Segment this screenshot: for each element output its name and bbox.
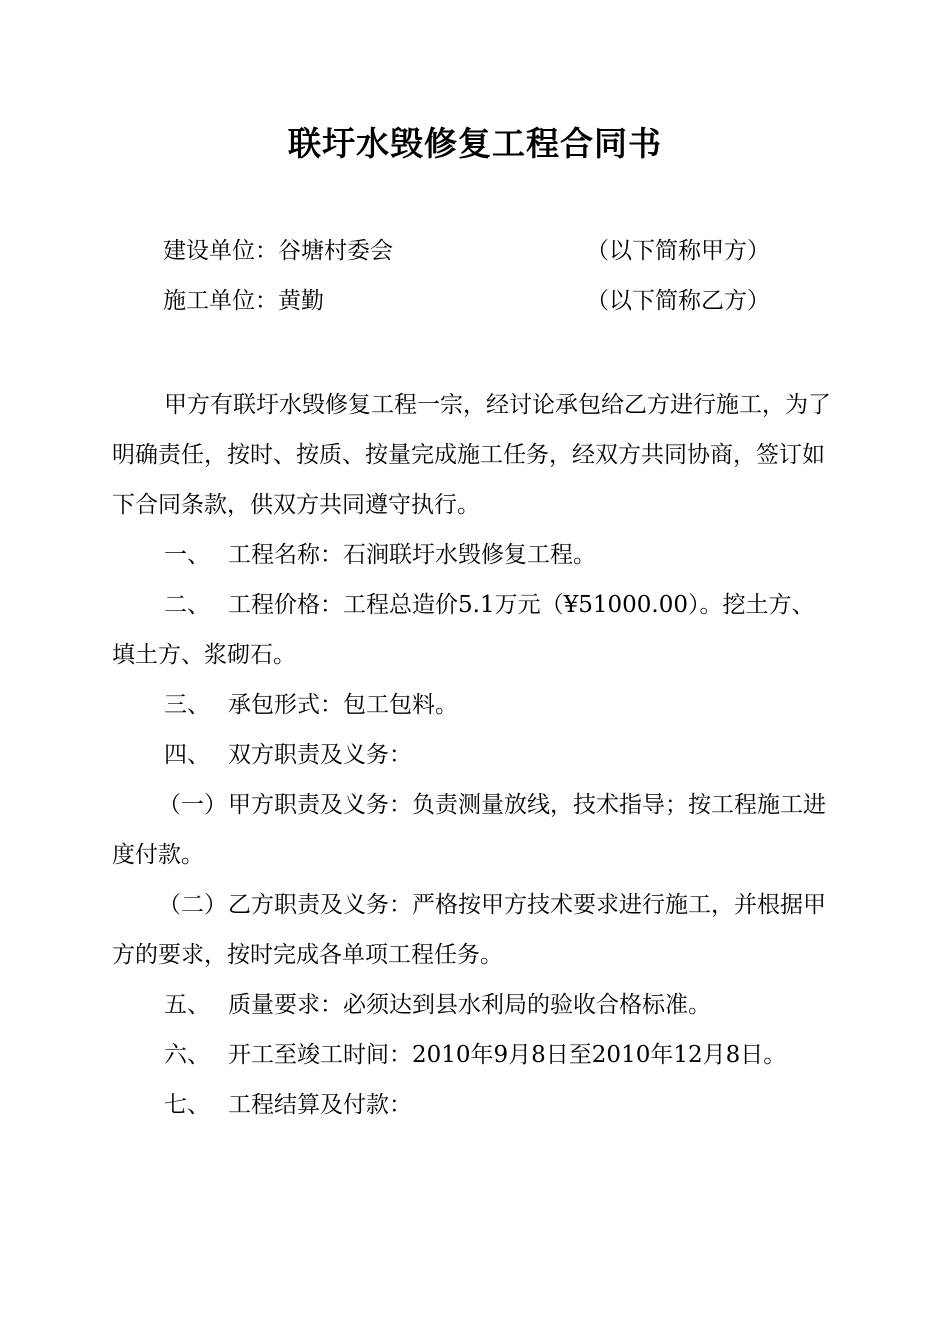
party-owner	[163, 226, 843, 276]
clause-number: 四、	[164, 742, 210, 768]
clause-schedule	[112, 1030, 832, 1080]
document-title: 联圩水毁修复工程合同书	[288, 124, 662, 163]
clause-text: 工程价格：工程总造价5.1万元（¥51000.00）。挖土方、 填土方、浆砌石。	[112, 592, 815, 668]
intro-paragraph: 甲方有联圩水毁修复工程一宗，经讨论承包给乙方进行施工，为了明确责任，按时、按质、按量完成施工任务，经双方共同协商，签订如下合同条款，供双方共同遵守执行。	[112, 392, 831, 518]
party-owner-label: 建设单位：谷塘村委会	[163, 238, 393, 264]
party-contractor-abbr: （以下简称乙方）	[586, 288, 770, 314]
clause-number: 三、	[164, 692, 210, 718]
clause-text: 质量要求：必须达到县水利局的验收合格标准。	[228, 992, 711, 1018]
clause-project-price	[112, 580, 832, 680]
clause-settlement	[112, 1080, 832, 1130]
subclause-number: （二）	[158, 892, 227, 918]
clause-text: 承包形式：包工包料。	[228, 692, 458, 718]
clause-contract-form	[112, 680, 832, 730]
clause-quality	[112, 980, 832, 1030]
clause-text: 双方职责及义务：	[228, 742, 412, 768]
clause-number: 二、	[164, 592, 210, 618]
party-contractor	[163, 276, 843, 326]
clause-project-name	[112, 530, 832, 580]
subclause-text: 甲方职责及义务：负责测量放线，技术指导；按工程施工进度付款。	[112, 792, 826, 868]
subclause-contractor-duties	[112, 880, 832, 980]
subclause-number: （一）	[158, 792, 227, 818]
contract-body	[112, 380, 832, 1130]
party-contractor-label: 施工单位：黄勤	[163, 288, 324, 314]
clause-number: 五、	[164, 992, 210, 1018]
clause-number: 六、	[164, 1042, 210, 1068]
clause-number: 一、	[164, 542, 210, 568]
clause-text: 工程名称：石涧联圩水毁修复工程。	[228, 542, 596, 568]
clause-number: 七、	[164, 1092, 210, 1118]
party-owner-abbr: （以下简称甲方）	[586, 238, 770, 264]
clause-text: 开工至竣工时间：2010年9月8日至2010年12月8日。	[228, 1042, 787, 1068]
clause-duties	[112, 730, 832, 780]
subclause-owner-duties	[112, 780, 832, 880]
clause-text: 工程结算及付款：	[228, 1092, 412, 1118]
subclause-text: 乙方职责及义务：严格按甲方技术要求进行施工，并根据甲方的要求，按时完成各单项工程任务。	[112, 892, 826, 968]
